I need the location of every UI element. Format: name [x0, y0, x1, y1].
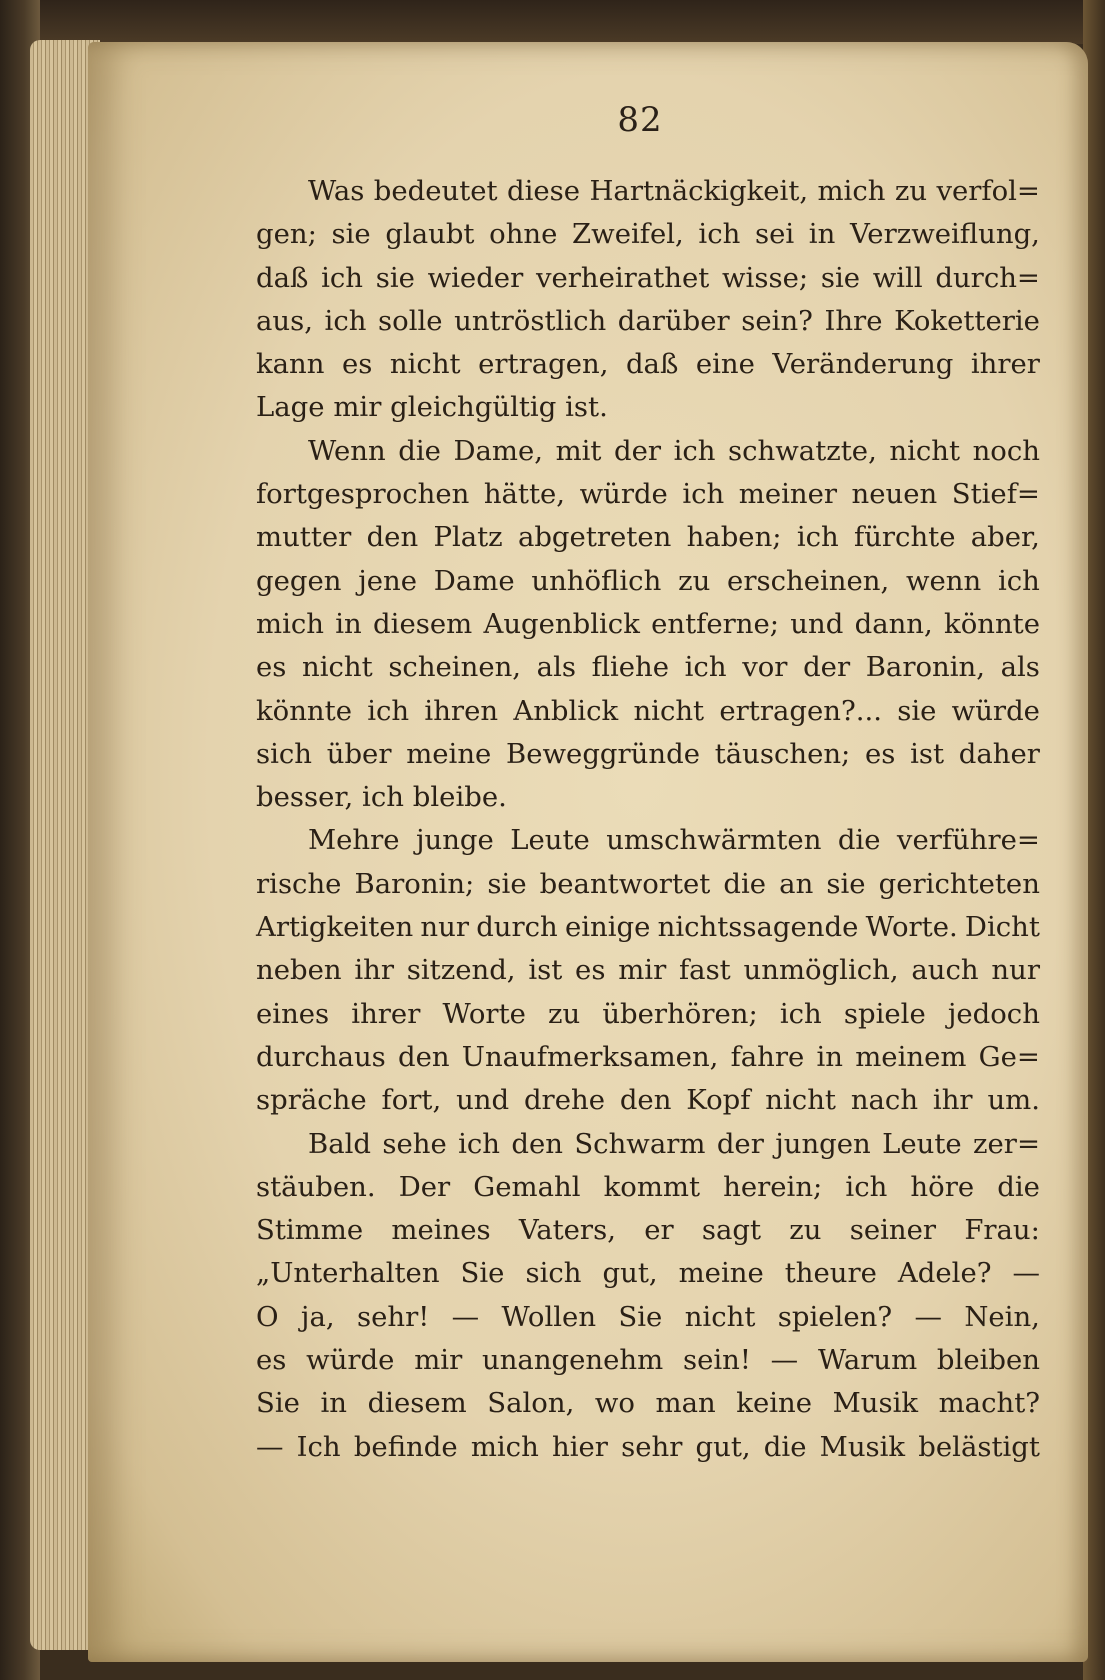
word: drehe — [523, 1084, 605, 1117]
word: ich — [684, 651, 727, 684]
word: ich — [324, 304, 367, 337]
word: fürchte — [854, 521, 956, 554]
text-line — [256, 993, 1040, 1036]
word: diesem — [373, 607, 473, 640]
word: haben; — [686, 521, 782, 554]
word: daß — [625, 348, 679, 381]
word: Der — [398, 1170, 451, 1203]
word: fliehe — [591, 651, 670, 684]
word: nicht — [302, 651, 373, 684]
word: gut, — [695, 1430, 751, 1463]
word: es — [256, 1344, 287, 1377]
text-line — [256, 906, 1040, 949]
word: es — [575, 954, 606, 987]
text-line — [256, 213, 1040, 256]
word: unangenehm — [482, 1344, 664, 1377]
word: fortgesprochen — [256, 478, 470, 511]
word: als — [1000, 651, 1040, 684]
word: Unaufmerksamen, — [461, 1040, 719, 1073]
word: an — [779, 867, 814, 900]
word: könnte — [256, 694, 352, 727]
text-block — [256, 170, 1040, 1469]
word: sie — [487, 867, 527, 900]
word: hier — [551, 1430, 608, 1463]
word: ich — [458, 1127, 501, 1160]
text-line — [256, 1166, 1040, 1209]
word: nicht — [684, 1300, 756, 1333]
word: mich — [256, 607, 324, 640]
word: Ich — [296, 1430, 341, 1463]
word: jedoch — [947, 997, 1040, 1030]
word: einige — [564, 911, 651, 944]
word: über — [326, 737, 392, 770]
word: — — [914, 1300, 942, 1333]
word: — — [770, 1344, 799, 1377]
word: erscheinen, — [727, 564, 890, 597]
word: Vaters, — [518, 1214, 616, 1247]
word: Baronin; — [354, 867, 475, 900]
word: bleiben — [936, 1344, 1040, 1377]
word: wisse; — [722, 261, 809, 294]
word: den — [619, 1084, 672, 1117]
word: noch — [972, 434, 1040, 467]
word: Beweggründe — [506, 737, 700, 770]
word: ihrer — [351, 997, 421, 1030]
word: könnte — [944, 607, 1040, 640]
word: Stimme — [256, 1214, 364, 1247]
text-line — [256, 733, 1040, 776]
word: nach — [850, 1084, 919, 1117]
word: durchaus — [256, 1040, 386, 1073]
word: umschwärmten — [606, 824, 822, 857]
word: den — [397, 1040, 450, 1073]
text-line — [256, 690, 1040, 733]
word: spielen? — [777, 1300, 893, 1333]
word: man — [655, 1387, 716, 1420]
word: Stief= — [951, 478, 1040, 511]
word: höre — [910, 1170, 975, 1203]
word: fort, — [381, 1084, 442, 1117]
word: unmöglich, — [743, 954, 899, 987]
text-line — [256, 473, 1040, 516]
word: spiele — [843, 997, 926, 1030]
word: ich — [779, 997, 822, 1030]
word: — — [451, 1300, 480, 1333]
word: Nein, — [964, 1300, 1040, 1333]
word: jungen — [775, 1127, 871, 1160]
word: mir — [414, 1344, 463, 1377]
word: in — [816, 1040, 844, 1073]
word: wieder — [427, 261, 524, 294]
word: herein; — [723, 1170, 823, 1203]
word: sein? — [741, 304, 813, 337]
word: in — [335, 607, 362, 640]
text-line — [256, 949, 1040, 992]
word: mir — [618, 954, 667, 987]
text-line — [256, 343, 1040, 386]
text-line — [256, 776, 1040, 819]
word: — — [1012, 1257, 1040, 1290]
word: Wenn — [308, 434, 386, 467]
word: zu — [678, 564, 711, 597]
word: die — [398, 434, 441, 467]
word: Worte — [442, 997, 526, 1030]
word: Ihre — [824, 304, 883, 337]
word: zu — [894, 175, 928, 207]
word: ohne — [489, 218, 558, 251]
word: sie — [331, 218, 371, 251]
word: fast — [679, 954, 731, 987]
page-number: 82 — [617, 100, 663, 140]
word: Adele? — [897, 1257, 992, 1290]
word: und — [456, 1084, 510, 1117]
word: spräche — [256, 1084, 367, 1117]
word: Salon, — [487, 1387, 575, 1420]
word: Musik — [819, 1430, 906, 1463]
word: mich — [470, 1430, 539, 1463]
word: sich — [525, 1257, 582, 1290]
word: entferne; — [651, 607, 780, 640]
word: es — [342, 348, 373, 381]
word: ihren — [424, 694, 499, 727]
word: aus, — [256, 304, 313, 337]
word: ich — [673, 434, 716, 467]
word: vor — [742, 651, 788, 684]
word: Verzweiflung, — [849, 218, 1040, 251]
word: sei — [754, 218, 795, 251]
word: Warum — [817, 1344, 918, 1377]
word: O — [256, 1300, 279, 1333]
word: untröstlich — [454, 304, 607, 337]
word: „Unterhalten — [256, 1257, 440, 1290]
word: ihr — [932, 1084, 973, 1117]
word: sehe — [382, 1127, 447, 1160]
word: auch — [911, 954, 979, 987]
word: Platz — [433, 521, 503, 554]
word: Was — [308, 175, 365, 207]
word: mich — [817, 175, 886, 207]
word: meiner — [738, 478, 838, 511]
word: Ge= — [978, 1040, 1040, 1073]
word: ich — [367, 694, 410, 727]
word: Koketterie — [894, 304, 1040, 337]
word: macht? — [938, 1387, 1040, 1420]
word: durch= — [935, 261, 1040, 294]
word: Augenblick — [483, 607, 640, 640]
text-line — [256, 819, 1040, 862]
word: Dame — [433, 564, 515, 597]
word: Kopf — [686, 1084, 751, 1117]
word: meine — [678, 1257, 764, 1290]
word: sie — [897, 694, 937, 727]
word: überhören; — [602, 997, 758, 1030]
word: mit — [555, 434, 602, 467]
word: belästigt — [918, 1430, 1040, 1463]
word: nur — [991, 954, 1040, 987]
word: es — [256, 651, 287, 684]
text-line — [256, 1296, 1040, 1339]
text-line — [256, 300, 1040, 343]
word: schwatzte, — [728, 434, 877, 467]
word: abgetreten — [517, 521, 672, 554]
word: sehr! — [356, 1300, 430, 1333]
text-line — [256, 1339, 1040, 1382]
word: ihrer — [970, 348, 1040, 381]
word: um. — [987, 1084, 1040, 1117]
word: daher — [958, 737, 1040, 770]
word: ich — [845, 1170, 888, 1203]
word: Gemahl — [473, 1170, 581, 1203]
word: ich — [682, 478, 725, 511]
text-line — [256, 430, 1040, 473]
word: die — [997, 1170, 1040, 1203]
word: Veränderung — [772, 348, 954, 381]
word: zu — [789, 1214, 822, 1247]
word: glaubt — [385, 218, 475, 251]
word: nicht — [633, 694, 705, 727]
word: ihr — [354, 954, 394, 987]
word: ich — [362, 781, 404, 814]
word: hätte, — [483, 478, 566, 511]
word: würde — [951, 694, 1040, 727]
word: Leute — [510, 824, 590, 857]
word: darüber — [617, 304, 730, 337]
word: Schwarm — [574, 1127, 706, 1160]
word: unhöflich — [531, 564, 662, 597]
word: neben — [256, 954, 342, 987]
word: nur — [420, 911, 469, 944]
word: gleichgültig — [390, 391, 557, 424]
word: bedeutet — [373, 175, 498, 207]
word: gen; — [256, 218, 317, 251]
word: gerichteten — [878, 867, 1040, 900]
word: eine — [695, 348, 755, 381]
text-line — [256, 1209, 1040, 1252]
word: bleibe. — [412, 781, 507, 814]
word: stäuben. — [256, 1170, 376, 1203]
word: Anblick — [513, 694, 619, 727]
word: wenn — [905, 564, 982, 597]
word: solle — [378, 304, 443, 337]
word: Baronin, — [865, 651, 985, 684]
word: gegen — [256, 564, 342, 597]
word: Sie — [256, 1387, 300, 1420]
word: seiner — [849, 1214, 937, 1247]
word: es — [865, 737, 896, 770]
word: nichtssagende — [657, 911, 859, 944]
word: aber, — [970, 521, 1040, 554]
word: nicht — [765, 1084, 836, 1117]
text-line — [256, 603, 1040, 646]
word: den — [366, 521, 419, 554]
word: ich — [698, 218, 741, 251]
word: rische — [256, 867, 342, 900]
text-line — [256, 386, 1040, 429]
word: besser, — [256, 781, 354, 814]
word: ist. — [565, 391, 608, 424]
word: nicht — [889, 434, 961, 467]
word: daß — [256, 261, 309, 294]
text-line — [256, 863, 1040, 906]
word: Zweifel, — [572, 218, 684, 251]
word: den — [511, 1127, 563, 1160]
book-top-edge — [0, 0, 1105, 44]
word: sich — [256, 737, 313, 770]
word: er — [644, 1214, 674, 1247]
word: mir — [333, 391, 382, 424]
word: theure — [784, 1257, 877, 1290]
text-line — [256, 560, 1040, 603]
word: die — [763, 1430, 807, 1463]
word: zu — [548, 997, 581, 1030]
word: mutter — [256, 521, 352, 554]
word: meinem — [855, 1040, 967, 1073]
word: sie — [820, 261, 861, 294]
word: diese — [507, 175, 581, 207]
text-line — [256, 1252, 1040, 1295]
text-line — [256, 646, 1040, 689]
word: Dicht — [964, 911, 1040, 944]
word: keine — [736, 1387, 813, 1420]
word: meines — [391, 1214, 491, 1247]
word: ich — [321, 261, 363, 294]
word: Musik — [832, 1387, 919, 1420]
word: gut, — [602, 1257, 658, 1290]
word: zer= — [973, 1127, 1040, 1160]
word: will — [872, 261, 923, 294]
word: würde — [579, 478, 668, 511]
word: beantwortet — [539, 867, 711, 900]
word: nicht — [389, 348, 461, 381]
text-line — [256, 1036, 1040, 1079]
word: fahre — [730, 1040, 805, 1073]
text-line — [256, 170, 1040, 213]
word: ich — [796, 521, 839, 554]
word: Sie — [618, 1300, 663, 1333]
text-line — [256, 516, 1040, 559]
word: Leute — [882, 1127, 962, 1160]
word: Frau: — [964, 1214, 1040, 1247]
word: sie — [375, 261, 415, 294]
word: sehr — [621, 1430, 683, 1463]
word: ertragen?... — [719, 694, 882, 727]
word: scheinen, — [388, 651, 522, 684]
word: kann — [256, 348, 325, 381]
word: in — [320, 1387, 347, 1420]
word: wo — [594, 1387, 635, 1420]
text-line — [256, 1079, 1040, 1122]
word: Sie — [460, 1257, 505, 1290]
word: die — [837, 824, 881, 857]
word: die — [723, 867, 767, 900]
word: ja, — [300, 1300, 335, 1333]
text-line — [256, 1382, 1040, 1425]
text-line — [256, 1426, 1040, 1469]
word: Worte. — [865, 911, 958, 944]
word: sagt — [701, 1214, 762, 1247]
word: ertragen, — [478, 348, 609, 381]
word: sein! — [682, 1344, 751, 1377]
word: neuen — [851, 478, 938, 511]
word: würde — [306, 1344, 395, 1377]
word: als — [536, 651, 576, 684]
text-line — [256, 1123, 1040, 1166]
word: sitzend, — [406, 954, 516, 987]
word: ich — [997, 564, 1040, 597]
word: — — [256, 1430, 284, 1463]
word: verführe= — [896, 824, 1040, 857]
word: Lage — [256, 391, 325, 424]
word: junge — [415, 824, 494, 857]
word: Bald — [308, 1127, 372, 1160]
word: der — [803, 651, 851, 684]
word: verfol= — [936, 175, 1040, 207]
text-line — [256, 257, 1040, 300]
word: kommt — [603, 1170, 701, 1203]
word: durch — [476, 911, 558, 944]
word: diesem — [367, 1387, 467, 1420]
word: Artigkeiten — [256, 911, 414, 944]
word: täuschen; — [714, 737, 851, 770]
word: dann, — [854, 607, 933, 640]
word: in — [808, 218, 836, 251]
word: ist — [910, 737, 945, 770]
word: sie — [826, 867, 866, 900]
word: Dame, — [453, 434, 544, 467]
word: der — [614, 434, 662, 467]
word: Mehre — [308, 824, 400, 857]
word: ist — [528, 954, 563, 987]
word: eines — [256, 997, 330, 1030]
word: jene — [358, 564, 418, 597]
word: verheirathet — [535, 261, 710, 294]
word: meine — [406, 737, 492, 770]
word: Wollen — [501, 1300, 597, 1333]
word: der — [716, 1127, 764, 1160]
word: befinde — [353, 1430, 458, 1463]
word: und — [790, 607, 844, 640]
word: Hartnäckigkeit, — [589, 175, 809, 207]
